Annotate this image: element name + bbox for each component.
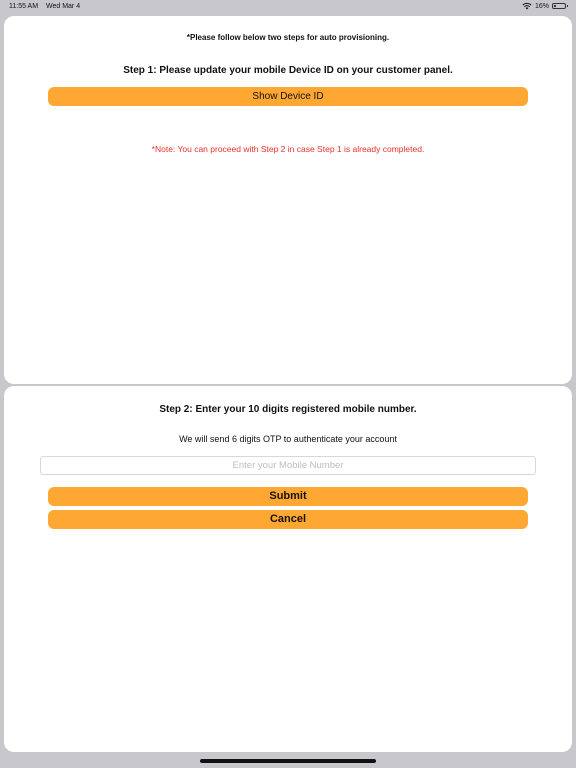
show-device-id-button[interactable]: Show Device ID [48, 87, 528, 106]
step1-title: Step 1: Please update your mobile Device ID on your customer panel. [123, 65, 453, 76]
status-date: Wed Mar 4 [46, 3, 81, 10]
submit-button[interactable]: Submit [48, 487, 528, 506]
step2-title: Step 2: Enter your 10 digits registered mobile number. [159, 404, 417, 415]
status-bar [0, 0, 576, 14]
cancel-button[interactable]: Cancel [48, 510, 528, 529]
step-note: *Note: You can proceed with Step 2 in case Step 1 is already completed. [151, 144, 425, 154]
device-id-panel [4, 16, 572, 384]
status-time: 11:55 AM [9, 3, 39, 10]
battery-fill [554, 5, 556, 7]
mobile-number-input[interactable] [40, 456, 536, 475]
battery-icon [552, 3, 566, 9]
status-indicators [522, 2, 566, 10]
mobile-number-panel [4, 386, 572, 752]
provisioning-instruction: *Please follow below two steps for auto provisioning. [186, 33, 390, 42]
home-indicator[interactable] [200, 759, 376, 763]
battery-percent: 16% [534, 2, 549, 10]
wifi-icon [522, 2, 532, 10]
otp-info-text: We will send 6 digits OTP to authenticate your account [179, 434, 397, 444]
